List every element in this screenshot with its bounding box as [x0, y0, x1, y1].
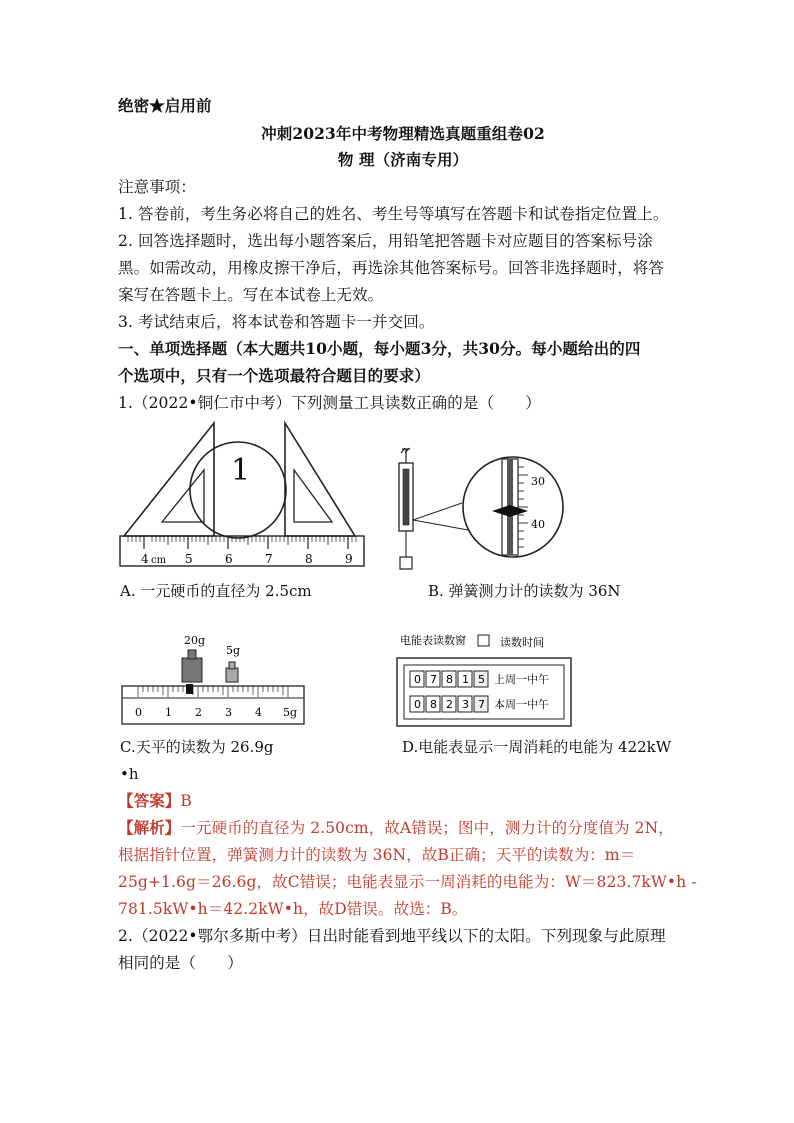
analysis-tag: 【解析】 — [118, 818, 181, 837]
spring-scale-label-30: 30 — [531, 475, 545, 488]
weight-20g — [182, 658, 202, 682]
coin-digit: 1 — [231, 453, 251, 488]
meter-outer-frame — [397, 658, 571, 726]
meter-time-label: 读数时间 — [500, 636, 544, 649]
meter-row2-digit-4: 3 — [462, 698, 469, 711]
spring-scale-label-40: 40 — [531, 518, 545, 531]
balance-tick-5g: 5g — [283, 706, 298, 719]
question-2-stem-line-1: 2.（2022•鄂尔多斯中考）日出时能看到地平线以下的太阳。下列现象与此原理 — [118, 927, 666, 945]
ruler-unit: cm — [151, 555, 167, 566]
balance-ticks — [138, 686, 288, 697]
right-triangle — [285, 423, 355, 536]
meter-checkbox — [478, 635, 489, 646]
notice-item-2-line-3: 案写在答题卡上。写在本试卷上无效。 — [118, 286, 384, 304]
option-d: D.电能表显示一周消耗的电能为 422kW — [402, 738, 672, 756]
exam-subtitle: 物 理（济南专用） — [337, 150, 469, 169]
weight-5g — [226, 668, 238, 682]
meter-row2-digit-5: 7 — [478, 698, 485, 711]
balance-figure — [120, 630, 308, 726]
meter-row1-digit-1: 0 — [414, 673, 421, 686]
notice-item-2-line-1: 2. 回答选择题时，选出每小题答案后，用铅笔把答题卡对应题目的答案标号涂 — [118, 232, 653, 250]
notice-item-2-line-2: 黑。如需改动，用橡皮擦干净后，再选涂其他答案标号。回答非选择题时，将答 — [118, 259, 665, 277]
meter-window-label: 电能表读数窗 — [400, 634, 466, 647]
answer-tag: 【答案】 — [118, 791, 181, 810]
ruler-coin-figure — [118, 418, 370, 568]
analysis-text-1: 一元硬币的直径为 2.50cm，故A错误；图中，测力计的分度值为 2N， — [180, 819, 674, 837]
left-triangle-inner — [162, 470, 204, 522]
ruler-tick-7: 7 — [265, 552, 273, 566]
hook-top — [401, 448, 410, 463]
meter-row-1 — [410, 671, 549, 687]
weight-20g-label: 20g — [184, 634, 206, 647]
meter-row1-digit-5: 5 — [478, 673, 485, 686]
notice-heading: 注意事项： — [118, 178, 197, 196]
section-heading-line-2: 个选项中，只有一个选项最符合题目的要求） — [118, 366, 431, 385]
exam-title: 冲刺2023年中考物理精选真题重组卷02 — [261, 124, 545, 143]
answer-value: B — [180, 792, 192, 810]
analysis-line-3: 25g+1.6g＝26.6g，故C错误；电能表显示一周消耗的电能为：W＝823.7kW•h - — [118, 873, 697, 891]
option-b: B. 弹簧测力计的读数为 36N — [428, 582, 621, 600]
meter-row2-digit-3: 2 — [446, 698, 453, 711]
electric-meter-figure — [396, 632, 576, 728]
spring-scale-figure — [388, 445, 568, 575]
meter-row2-digit-2: 8 — [430, 698, 437, 711]
balance-tick-4: 4 — [255, 706, 262, 719]
meter-row1-label: 上周一中午 — [494, 673, 549, 686]
meter-row2-label: 本周一中午 — [494, 698, 549, 711]
option-a: A. 一元硬币的直径为 2.5cm — [120, 582, 312, 600]
ruler-tick-9: 9 — [345, 552, 353, 566]
meter-row1-digit-4: 1 — [462, 673, 469, 686]
notice-item-3: 3. 考试结束后，将本试卷和答题卡一并交回。 — [118, 313, 435, 331]
meter-row-2 — [410, 696, 549, 712]
meter-row1-digit-2: 7 — [430, 673, 437, 686]
right-triangle-inner — [294, 470, 332, 522]
balance-tick-1: 1 — [165, 706, 172, 719]
ruler-tick-8: 8 — [305, 552, 313, 566]
spring-scale-slot — [403, 469, 409, 525]
analysis-line-1 — [118, 818, 688, 838]
option-c: C.天平的读数为 26.9g — [120, 738, 274, 756]
secret-label: 绝密★启用前 — [118, 96, 212, 115]
weight-5g-label: 5g — [226, 644, 241, 657]
ruler-tick-5: 5 — [185, 552, 193, 566]
analysis-line-2: 根据指针位置，弹簧测力计的读数为 36N，故B正确；天平的读数为：m＝ — [118, 846, 636, 864]
hanging-weight — [400, 557, 412, 569]
answer-line — [118, 791, 688, 811]
meter-row1-digit-3: 8 — [446, 673, 453, 686]
rider — [186, 684, 193, 694]
section-heading-line-1: 一、单项选择题（本大题共10小题，每小题3分，共30分。每小题给出的四 — [118, 339, 641, 358]
option-d-continued: •h — [120, 765, 139, 783]
magnifier-ticks — [518, 467, 528, 547]
ruler-minor-ticks — [128, 536, 356, 542]
question-1-stem: 1.（2022•铜仁市中考）下列测量工具读数正确的是（ ） — [118, 394, 541, 412]
meter-row2-digit-1: 0 — [414, 698, 421, 711]
balance-tick-2: 2 — [195, 706, 202, 719]
ruler-tick-6: 6 — [225, 552, 233, 566]
balance-tick-3: 3 — [225, 706, 232, 719]
analysis-line-4: 781.5kW•h＝42.2kW•h，故D错误。故选：B。 — [118, 900, 468, 918]
question-2-stem-line-2: 相同的是（ ） — [118, 954, 243, 972]
ruler-tick-4: 4 — [141, 552, 149, 566]
notice-item-1: 1. 答卷前，考生务必将自己的姓名、考生号等填写在答题卡和试卷指定位置上。 — [118, 205, 669, 223]
balance-tick-0: 0 — [135, 706, 142, 719]
